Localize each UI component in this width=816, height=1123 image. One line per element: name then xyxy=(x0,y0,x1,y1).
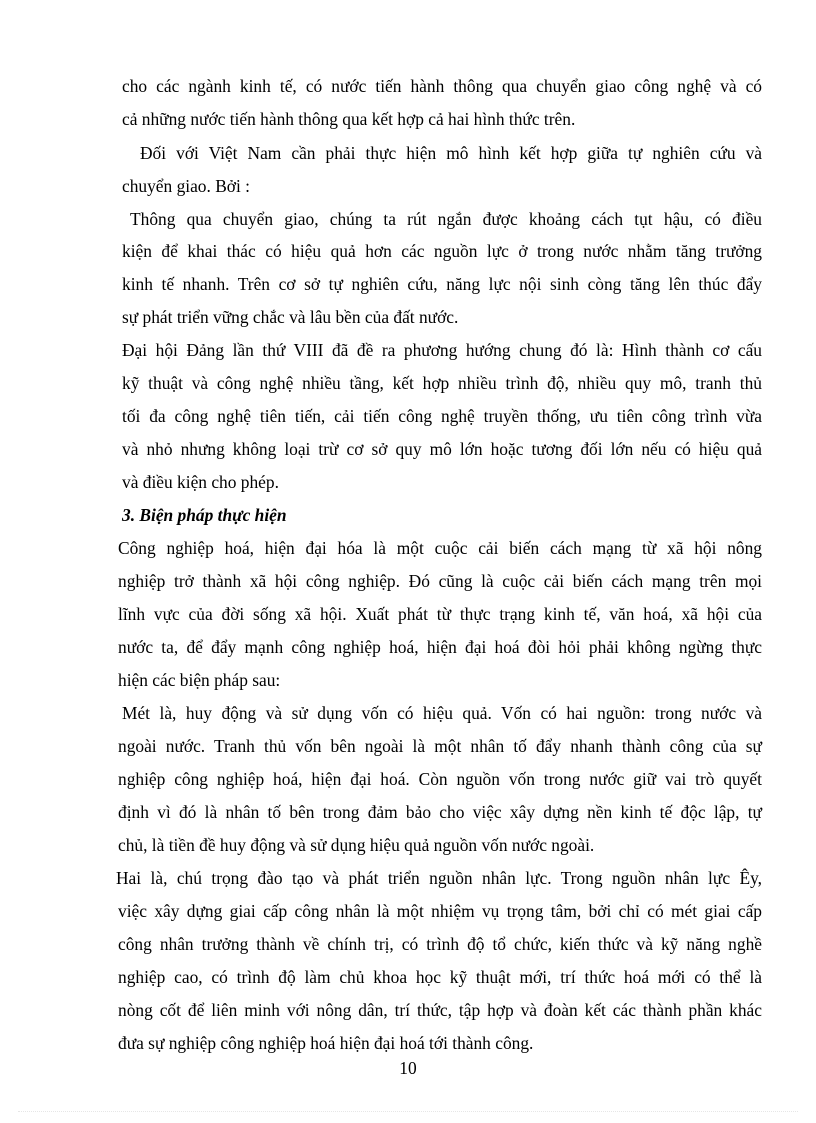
paragraph-line: Đối với Việt Nam cần phải thực hiện mô hình kết hợp giữa tự nghiên cứu và xyxy=(140,143,762,163)
paragraph-line: hiện các biện pháp sau: xyxy=(118,670,281,690)
paragraph-line: kiện để khai thác có hiệu quả hơn các nguồn lực ở trong nước nhằm tăng trưởng xyxy=(122,241,762,261)
paragraph-line: định vì đó là nhân tố bên trong đảm bảo cho việc xây dựng nền kinh tế độc lập, tự xyxy=(118,802,762,822)
page-number: 10 xyxy=(399,1058,417,1078)
paragraph-line: nghiệp cao, có trình độ làm chủ khoa học kỹ thuật mới, trí thức hoá mới có thể là xyxy=(118,967,762,987)
paragraph-line: kinh tế nhanh. Trên cơ sở tự nghiên cứu, năng lực nội sinh còng tăng lên thúc đẩy xyxy=(122,274,762,294)
paragraph-line: nước ta, để đẩy mạnh công nghiệp hoá, hiện đại hoá đòi hỏi phải không ngừng thực xyxy=(118,637,762,657)
paragraph-line: Đại hội Đảng lần thứ VIII đã đề ra phương hướng chung đó là: Hình thành cơ cấu xyxy=(122,340,762,360)
paragraph-line: Thông qua chuyển giao, chúng ta rút ngắn được khoảng cách tụt hậu, có điều xyxy=(130,209,762,229)
paragraph-line: cả những nước tiến hành thông qua kết hợp cả hai hình thức trên. xyxy=(122,109,576,129)
paragraph-line: việc xây dựng giai cấp công nhân là một nhiệm vụ trọng tâm, bởi chỉ có mét giai cấp xyxy=(118,901,762,921)
paragraph-line: chuyển giao. Bởi : xyxy=(122,176,251,196)
paragraph-line: công nhân trưởng thành về chính trị, có trình độ tổ chức, kiến thức và kỹ năng nghề xyxy=(118,934,762,954)
paragraph-line: và điều kiện cho phép. xyxy=(122,472,279,492)
paragraph-line: chủ, là tiền đề huy động và sử dụng hiệu quả nguồn vốn nước ngoài. xyxy=(118,835,595,855)
footer-divider xyxy=(18,1111,798,1112)
section-heading: 3. Biện pháp thực hiện xyxy=(122,505,287,525)
paragraph-line: Hai là, chú trọng đào tạo và phát triển nguồn nhân lực. Trong nguồn nhân lực Êy, xyxy=(116,868,762,888)
paragraph-line: Công nghiệp hoá, hiện đại hóa là một cuộc cải biến cách mạng từ xã hội nông xyxy=(118,538,762,558)
paragraph-line: cho các ngành kinh tế, có nước tiến hành thông qua chuyển giao công nghệ và có xyxy=(122,76,762,96)
paragraph-line: đưa sự nghiệp công nghiệp hoá hiện đại hoá tới thành công. xyxy=(118,1033,534,1053)
paragraph-line: và nhỏ nhưng không loại trừ cơ sở quy mô lớn hoặc tương đối lớn nếu có hiệu quả xyxy=(122,439,762,459)
paragraph-line: nghiệp trở thành xã hội công nghiệp. Đó cũng là cuộc cải biến cách mạng trên mọi xyxy=(118,571,762,591)
paragraph-line: lĩnh vực của đời sống xã hội. Xuất phát từ thực trạng kinh tế, văn hoá, xã hội của xyxy=(118,604,762,624)
paragraph-line: Mét là, huy động và sử dụng vốn có hiệu quả. Vốn có hai nguồn: trong nước và xyxy=(122,703,762,723)
paragraph-line: tối đa công nghệ tiên tiến, cải tiến công nghệ truyền thống, ưu tiên công trình vừa xyxy=(122,406,762,426)
paragraph-line: nghiệp công nghiệp hoá, hiện đại hoá. Còn nguồn vốn trong nước giữ vai trò quyết xyxy=(118,769,762,789)
paragraph-line: kỹ thuật và công nghệ nhiều tầng, kết hợp nhiều trình độ, nhiều quy mô, tranh thủ xyxy=(122,373,762,393)
paragraph-line: sự phát triển vững chắc và lâu bền của đất nước. xyxy=(122,307,459,327)
paragraph-line: ngoài nước. Tranh thủ vốn bên ngoài là một nhân tố đẩy nhanh thành công của sự xyxy=(118,736,762,756)
paragraph-line: nòng cốt để liên minh với nông dân, trí thức, tập hợp và đoàn kết các thành phần khác xyxy=(118,1000,762,1020)
